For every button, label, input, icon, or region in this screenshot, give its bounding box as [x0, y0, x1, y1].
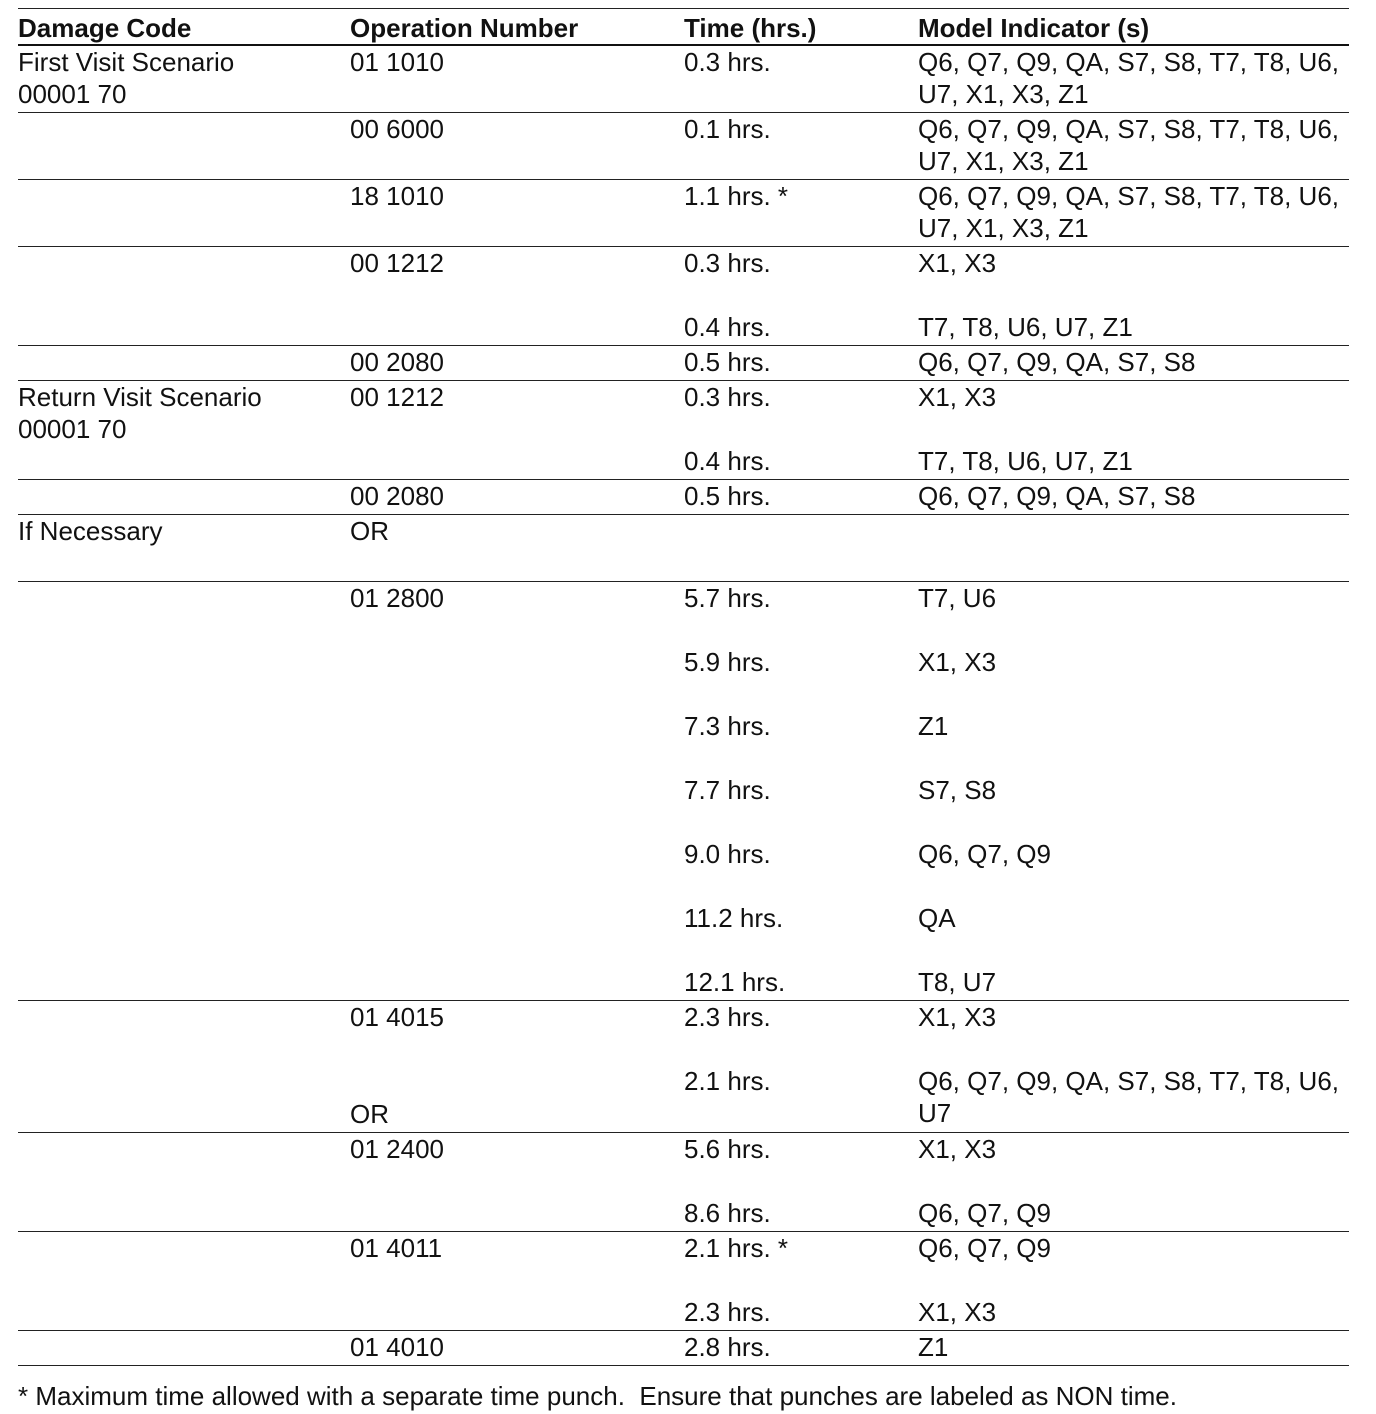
- table-row: [18, 45, 1349, 113]
- line-spacer: [684, 678, 918, 710]
- time-cell: [684, 113, 918, 180]
- footnote: * Maximum time allowed with a separate time punch. Ensure that punches are labeled as NON time.: [18, 1381, 1177, 1411]
- operation-number-value: 01 2800: [350, 583, 444, 613]
- model-indicator-value: Q6, Q7, Q9: [918, 1233, 1051, 1263]
- damage-code-text: First Visit Scenario: [18, 47, 235, 77]
- header-row: [18, 9, 1349, 46]
- damage-code-text: 00001 70: [18, 414, 127, 444]
- line-spacer: [918, 1165, 1349, 1197]
- model-indicator-cell: [918, 582, 1349, 1001]
- operation-number-value: 01 1010: [350, 47, 444, 77]
- time-value: 0.4 hrs.: [684, 312, 771, 342]
- line-spacer: [684, 1165, 918, 1197]
- model-indicator-cell: [918, 1133, 1349, 1232]
- model-indicator-cell: [918, 247, 1349, 346]
- operation-number-cell: [350, 1232, 684, 1331]
- model-indicator-cell: [918, 1001, 1349, 1133]
- model-indicator-value: Q6, Q7, Q9, QA, S7, S8, T7, T8, U6, U7, X1, X3, Z1: [918, 114, 1340, 176]
- line-spacer: [918, 806, 1349, 838]
- model-indicator-value: Z1: [918, 1332, 949, 1362]
- model-indicator-value: Q6, Q7, Q9, QA, S7, S8: [918, 347, 1196, 377]
- line-spacer: [684, 1033, 918, 1065]
- model-indicator-value: T8, U7: [918, 967, 997, 997]
- model-indicator-value: Q6, Q7, Q9, QA, S7, S8: [918, 481, 1196, 511]
- line-spacer: [684, 806, 918, 838]
- time-value: 9.0 hrs.: [684, 839, 771, 869]
- model-indicator-value: Q6, Q7, Q9: [918, 1198, 1051, 1228]
- operation-number-cell: [350, 45, 684, 113]
- line-spacer: [350, 1033, 684, 1098]
- line-spacer: [918, 279, 1349, 311]
- operation-number-cell: [350, 113, 684, 180]
- header-operation-number: Operation Number: [350, 9, 684, 46]
- operation-number-cell: [350, 180, 684, 247]
- table-row: [18, 1133, 1349, 1232]
- operation-or-label: OR: [350, 1099, 389, 1129]
- table-row: [18, 1331, 1349, 1366]
- time-cell: [684, 480, 918, 515]
- damage-code-cell: [18, 1001, 350, 1133]
- time-value: 2.1 hrs.: [684, 1066, 771, 1096]
- time-value: 0.4 hrs.: [684, 446, 771, 476]
- line-spacer: [684, 934, 918, 966]
- time-value: 0.3 hrs.: [684, 248, 771, 278]
- line-spacer: [918, 413, 1349, 445]
- operation-number-value: 00 1212: [350, 382, 444, 412]
- table-row: [18, 247, 1349, 346]
- model-indicator-value: T7, T8, U6, U7, Z1: [918, 446, 1133, 476]
- time-value: 2.3 hrs.: [684, 1002, 771, 1032]
- operation-number-cell: [350, 582, 684, 1001]
- header-damage-code: Damage Code: [18, 9, 350, 46]
- model-indicator-cell: [918, 45, 1349, 113]
- damage-code-cell: [18, 346, 350, 381]
- operation-number-cell: [350, 515, 684, 582]
- operation-number-value: 00 2080: [350, 347, 444, 377]
- table-row: [18, 582, 1349, 1001]
- model-indicator-value: Q6, Q7, Q9, QA, S7, S8, T7, T8, U6, U7: [918, 1066, 1340, 1128]
- damage-code-text: 00001 70: [18, 79, 127, 109]
- damage-code-cell: [18, 45, 350, 113]
- line-spacer: [918, 934, 1349, 966]
- table-row: [18, 1232, 1349, 1331]
- damage-code-text: Return Visit Scenario: [18, 382, 262, 412]
- operation-number-value: 00 1212: [350, 248, 444, 278]
- time-value: 5.7 hrs.: [684, 583, 771, 613]
- time-value: 12.1 hrs.: [684, 967, 786, 997]
- model-indicator-cell: [918, 113, 1349, 180]
- table-row: [18, 346, 1349, 381]
- model-indicator-value: X1, X3: [918, 1297, 997, 1327]
- time-value: 2.8 hrs.: [684, 1332, 771, 1362]
- operation-number-value: 00 6000: [350, 114, 444, 144]
- model-indicator-value: X1, X3: [918, 647, 997, 677]
- operation-number-cell: [350, 346, 684, 381]
- time-cell: [684, 515, 918, 582]
- time-cell: [684, 346, 918, 381]
- operation-number-value: OR: [350, 516, 389, 546]
- damage-code-cell: [18, 1331, 350, 1366]
- time-value: 2.3 hrs.: [684, 1297, 771, 1327]
- time-value: 8.6 hrs.: [684, 1198, 771, 1228]
- line-spacer: [684, 413, 918, 445]
- model-indicator-cell: [918, 346, 1349, 381]
- time-cell: [684, 45, 918, 113]
- table-row: [18, 480, 1349, 515]
- model-indicator-value: X1, X3: [918, 248, 997, 278]
- operation-number-cell: [350, 1001, 684, 1133]
- model-indicator-cell: [918, 381, 1349, 480]
- operation-number-value: 01 4015: [350, 1002, 444, 1032]
- model-indicator-cell: [918, 180, 1349, 247]
- operation-number-value: 01 4010: [350, 1332, 444, 1362]
- line-spacer: [684, 279, 918, 311]
- time-value: 0.1 hrs.: [684, 114, 771, 144]
- line-spacer: [918, 1264, 1349, 1296]
- model-indicator-cell: [918, 1232, 1349, 1331]
- table-row: [18, 1001, 1349, 1133]
- line-spacer: [918, 678, 1349, 710]
- time-cell: [684, 247, 918, 346]
- time-value: 2.1 hrs. *: [684, 1233, 789, 1263]
- damage-code-cell: [18, 381, 350, 480]
- operation-number-value: 01 4011: [350, 1233, 443, 1263]
- model-indicator-value: X1, X3: [918, 1134, 997, 1164]
- time-cell: [684, 1133, 918, 1232]
- line-spacer: [684, 870, 918, 902]
- model-indicator-cell: [918, 1331, 1349, 1366]
- model-indicator-cell: [918, 515, 1349, 582]
- labor-time-document: [18, 8, 1349, 1366]
- time-value: 5.9 hrs.: [684, 647, 771, 677]
- line-spacer: [918, 870, 1349, 902]
- operation-number-cell: [350, 1133, 684, 1232]
- damage-code-cell: [18, 247, 350, 346]
- time-cell: [684, 1001, 918, 1133]
- model-indicator-value: Q6, Q7, Q9: [918, 839, 1051, 869]
- time-value: 0.5 hrs.: [684, 347, 771, 377]
- time-value: 7.3 hrs.: [684, 711, 771, 741]
- table-row: [18, 113, 1349, 180]
- operation-number-cell: [350, 480, 684, 515]
- time-value: 5.6 hrs.: [684, 1134, 771, 1164]
- time-value: 0.3 hrs.: [684, 47, 771, 77]
- header-time: Time (hrs.): [684, 9, 918, 46]
- operation-number-value: 01 2400: [350, 1134, 444, 1164]
- damage-code-text: If Necessary: [18, 516, 163, 546]
- model-indicator-value: Q6, Q7, Q9, QA, S7, S8, T7, T8, U6, U7, X1, X3, Z1: [918, 47, 1340, 109]
- damage-code-cell: [18, 582, 350, 1001]
- damage-code-cell: [18, 180, 350, 247]
- time-value: 0.3 hrs.: [684, 382, 771, 412]
- damage-code-cell: [18, 113, 350, 180]
- line-spacer: [918, 614, 1349, 646]
- line-spacer: [350, 547, 684, 579]
- table-row: [18, 515, 1349, 582]
- damage-code-cell: [18, 1232, 350, 1331]
- line-spacer: [684, 614, 918, 646]
- table-row: [18, 180, 1349, 247]
- table-body: [18, 45, 1349, 1366]
- operation-number-cell: [350, 247, 684, 346]
- time-value: 0.5 hrs.: [684, 481, 771, 511]
- table-row: [18, 381, 1349, 480]
- model-indicator-cell: [918, 480, 1349, 515]
- model-indicator-value: X1, X3: [918, 1002, 997, 1032]
- time-value: 7.7 hrs.: [684, 775, 771, 805]
- operation-number-cell: [350, 1331, 684, 1366]
- damage-code-cell: [18, 1133, 350, 1232]
- model-indicator-value: Z1: [918, 711, 949, 741]
- operation-number-value: 00 2080: [350, 481, 444, 511]
- model-indicator-value: X1, X3: [918, 382, 997, 412]
- damage-code-cell: [18, 515, 350, 582]
- time-cell: [684, 1232, 918, 1331]
- time-value: 1.1 hrs. *: [684, 181, 789, 211]
- model-indicator-value: QA: [918, 903, 956, 933]
- line-spacer: [684, 742, 918, 774]
- time-cell: [684, 381, 918, 480]
- time-cell: [684, 1331, 918, 1366]
- operation-number-cell: [350, 381, 684, 480]
- line-spacer: [918, 742, 1349, 774]
- time-cell: [684, 582, 918, 1001]
- labor-operations-table: [18, 8, 1349, 1366]
- operation-number-value: 18 1010: [350, 181, 444, 211]
- model-indicator-value: S7, S8: [918, 775, 997, 805]
- damage-code-cell: [18, 480, 350, 515]
- model-indicator-value: T7, U6: [918, 583, 997, 613]
- time-value: 11.2 hrs.: [684, 903, 784, 933]
- line-spacer: [918, 1033, 1349, 1065]
- line-spacer: [684, 1264, 918, 1296]
- header-model-indicator: Model Indicator (s): [918, 9, 1349, 46]
- model-indicator-value: Q6, Q7, Q9, QA, S7, S8, T7, T8, U6, U7, X1, X3, Z1: [918, 181, 1340, 243]
- time-cell: [684, 180, 918, 247]
- model-indicator-value: T7, T8, U6, U7, Z1: [918, 312, 1133, 342]
